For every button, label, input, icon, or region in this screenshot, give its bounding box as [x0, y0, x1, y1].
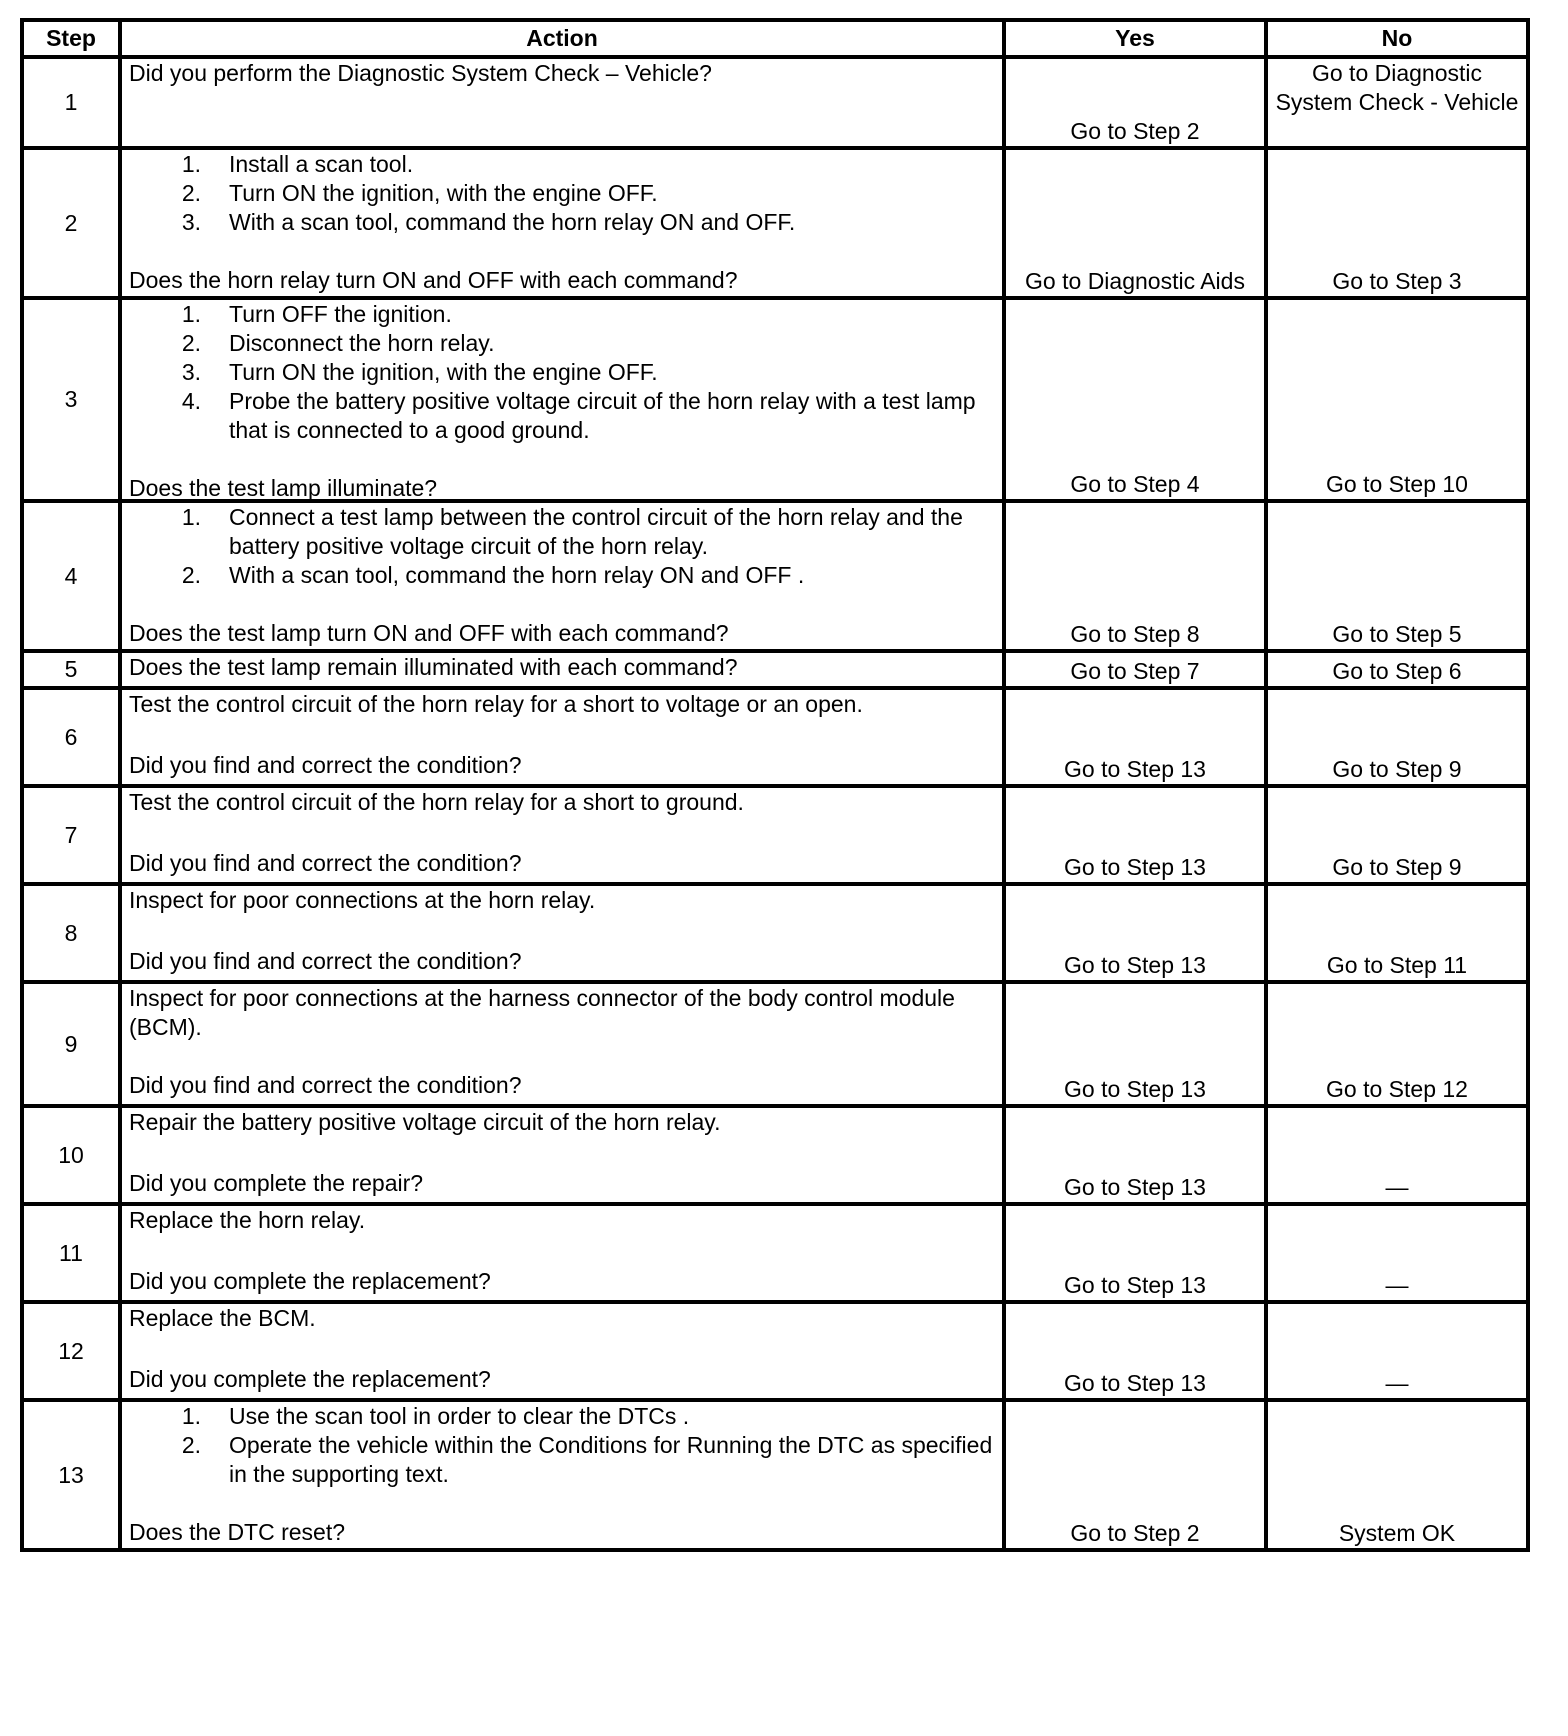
table-row — [22, 501, 1528, 651]
action-question: Did you find and correct the condition? — [129, 1072, 522, 1098]
action-step-item: 1. Connect a test lamp between the control circuit of the horn relay and the battery positive voltage circuit of the horn relay. — [129, 503, 995, 561]
action-cell — [120, 1204, 1004, 1302]
action-step-text: Connect a test lamp between the control circuit of the horn relay and the battery positive voltage circuit of the horn relay. — [229, 504, 963, 559]
action-cell — [120, 651, 1004, 688]
header-row — [22, 20, 1528, 57]
step-number: 10 — [22, 1106, 120, 1204]
yes-result: Go to Step 13 — [1004, 1106, 1266, 1204]
table-row — [22, 298, 1528, 501]
step-number: 8 — [22, 884, 120, 982]
table-row — [22, 148, 1528, 298]
no-result: Go to Step 5 — [1266, 501, 1528, 651]
step-number: 5 — [22, 651, 120, 688]
action-steps-list — [129, 1402, 995, 1489]
action-step-text: Turn ON the ignition, with the engine OFF. — [229, 180, 658, 206]
action-step-item: 1. Use the scan tool in order to clear the DTCs . — [129, 1402, 995, 1431]
action-step-item: 2. Turn ON the ignition, with the engine OFF. — [129, 179, 995, 208]
yes-result: Go to Step 13 — [1004, 1302, 1266, 1400]
action-cell — [120, 1302, 1004, 1400]
yes-result: Go to Step 13 — [1004, 688, 1266, 786]
action-step-item: 2. Operate the vehicle within the Conditions for Running the DTC as specified in the supporting text. — [129, 1431, 995, 1489]
yes-result: Go to Step 13 — [1004, 1204, 1266, 1302]
yes-result: Go to Step 13 — [1004, 982, 1266, 1106]
step-number: 12 — [22, 1302, 120, 1400]
action-steps-list — [129, 300, 995, 445]
header-yes: Yes — [1004, 20, 1266, 57]
table-row — [22, 786, 1528, 884]
yes-result: Go to Step 2 — [1004, 57, 1266, 148]
step-number: 3 — [22, 298, 120, 501]
action-step-item: 2. With a scan tool, command the horn relay ON and OFF . — [129, 561, 995, 590]
action-step-item: 1. Turn OFF the ignition. — [129, 300, 995, 329]
action-cell — [120, 1400, 1004, 1550]
action-cell — [120, 501, 1004, 651]
no-result: System OK — [1266, 1400, 1528, 1550]
action-question: Did you complete the replacement? — [129, 1268, 491, 1294]
action-question: Did you complete the repair? — [129, 1170, 424, 1196]
step-number: 1 — [22, 57, 120, 148]
action-step-text: Turn ON the ignition, with the engine OFF. — [229, 359, 658, 385]
step-number: 4 — [22, 501, 120, 651]
table-row — [22, 1302, 1528, 1400]
no-result: Go to Step 3 — [1266, 148, 1528, 298]
action-intro: Replace the horn relay. — [129, 1207, 366, 1233]
action-cell — [120, 884, 1004, 982]
action-question: Did you find and correct the condition? — [129, 752, 522, 778]
action-question: Does the horn relay turn ON and OFF with each command? — [129, 267, 738, 293]
action-intro: Inspect for poor connections at the harness connector of the body control module (BCM). — [129, 985, 955, 1040]
yes-result: Go to Diagnostic Aids — [1004, 148, 1266, 298]
action-step-text: With a scan tool, command the horn relay ON and OFF . — [229, 562, 805, 588]
yes-result: Go to Step 2 — [1004, 1400, 1266, 1550]
action-intro: Does the test lamp remain illuminated with each command? — [129, 654, 738, 680]
action-step-item: 4. Probe the battery positive voltage circuit of the horn relay with a test lamp that is connected to a good ground. — [129, 387, 995, 445]
action-step-text: Probe the battery positive voltage circuit of the horn relay with a test lamp that is connected to a good ground. — [229, 388, 976, 443]
no-result: — — [1266, 1302, 1528, 1400]
table-row — [22, 651, 1528, 688]
action-step-text: Turn OFF the ignition. — [229, 301, 452, 327]
no-result: Go to Step 11 — [1266, 884, 1528, 982]
action-question: Does the test lamp turn ON and OFF with each command? — [129, 620, 729, 646]
action-cell — [120, 786, 1004, 884]
step-number: 6 — [22, 688, 120, 786]
action-cell — [120, 1106, 1004, 1204]
action-step-item: 3. Turn ON the ignition, with the engine OFF. — [129, 358, 995, 387]
action-cell — [120, 688, 1004, 786]
action-intro: Repair the battery positive voltage circuit of the horn relay. — [129, 1109, 721, 1135]
action-cell — [120, 298, 1004, 501]
step-number: 13 — [22, 1400, 120, 1550]
header-no: No — [1266, 20, 1528, 57]
action-step-text: Use the scan tool in order to clear the DTCs . — [229, 1403, 690, 1429]
action-step-text: With a scan tool, command the horn relay ON and OFF. — [229, 209, 796, 235]
yes-result: Go to Step 7 — [1004, 651, 1266, 688]
table-row — [22, 1204, 1528, 1302]
table-row — [22, 1106, 1528, 1204]
action-intro: Inspect for poor connections at the horn relay. — [129, 887, 596, 913]
no-result: — — [1266, 1106, 1528, 1204]
action-question: Did you find and correct the condition? — [129, 948, 522, 974]
no-result: Go to Step 12 — [1266, 982, 1528, 1106]
table-row — [22, 884, 1528, 982]
no-result: Go to Step 9 — [1266, 786, 1528, 884]
action-question: Does the test lamp illuminate? — [129, 475, 438, 501]
action-intro: Test the control circuit of the horn relay for a short to ground. — [129, 789, 744, 815]
action-step-text: Install a scan tool. — [229, 151, 414, 177]
action-cell — [120, 982, 1004, 1106]
table-row — [22, 982, 1528, 1106]
header-step: Step — [22, 20, 120, 57]
table-row — [22, 688, 1528, 786]
action-cell — [120, 57, 1004, 148]
action-intro: Test the control circuit of the horn relay for a short to voltage or an open. — [129, 691, 863, 717]
action-step-item: 1. Install a scan tool. — [129, 150, 995, 179]
diagnostic-table — [20, 18, 1530, 1552]
action-question: Does the DTC reset? — [129, 1519, 346, 1545]
no-result: Go to Step 6 — [1266, 651, 1528, 688]
table-row — [22, 57, 1528, 148]
action-intro: Did you perform the Diagnostic System Check – Vehicle? — [129, 60, 712, 86]
table-row — [22, 1400, 1528, 1550]
step-number: 11 — [22, 1204, 120, 1302]
step-number: 2 — [22, 148, 120, 298]
action-cell — [120, 148, 1004, 298]
action-steps-list — [129, 150, 995, 237]
action-question: Did you find and correct the condition? — [129, 850, 522, 876]
action-steps-list — [129, 503, 995, 590]
step-number: 7 — [22, 786, 120, 884]
yes-result: Go to Step 13 — [1004, 884, 1266, 982]
yes-result: Go to Step 13 — [1004, 786, 1266, 884]
yes-result: Go to Step 8 — [1004, 501, 1266, 651]
no-result: Go to Diagnostic System Check - Vehicle — [1266, 57, 1528, 148]
action-step-item: 3. With a scan tool, command the horn relay ON and OFF. — [129, 208, 995, 237]
action-step-item: 2. Disconnect the horn relay. — [129, 329, 995, 358]
action-question: Did you complete the replacement? — [129, 1366, 491, 1392]
no-result: — — [1266, 1204, 1528, 1302]
action-step-text: Operate the vehicle within the Conditions for Running the DTC as specified in the supporting text. — [229, 1432, 993, 1487]
header-action: Action — [120, 20, 1004, 57]
no-result: Go to Step 10 — [1266, 298, 1528, 501]
action-intro: Replace the BCM. — [129, 1305, 316, 1331]
yes-result: Go to Step 4 — [1004, 298, 1266, 501]
step-number: 9 — [22, 982, 120, 1106]
no-result: Go to Step 9 — [1266, 688, 1528, 786]
action-step-text: Disconnect the horn relay. — [229, 330, 495, 356]
